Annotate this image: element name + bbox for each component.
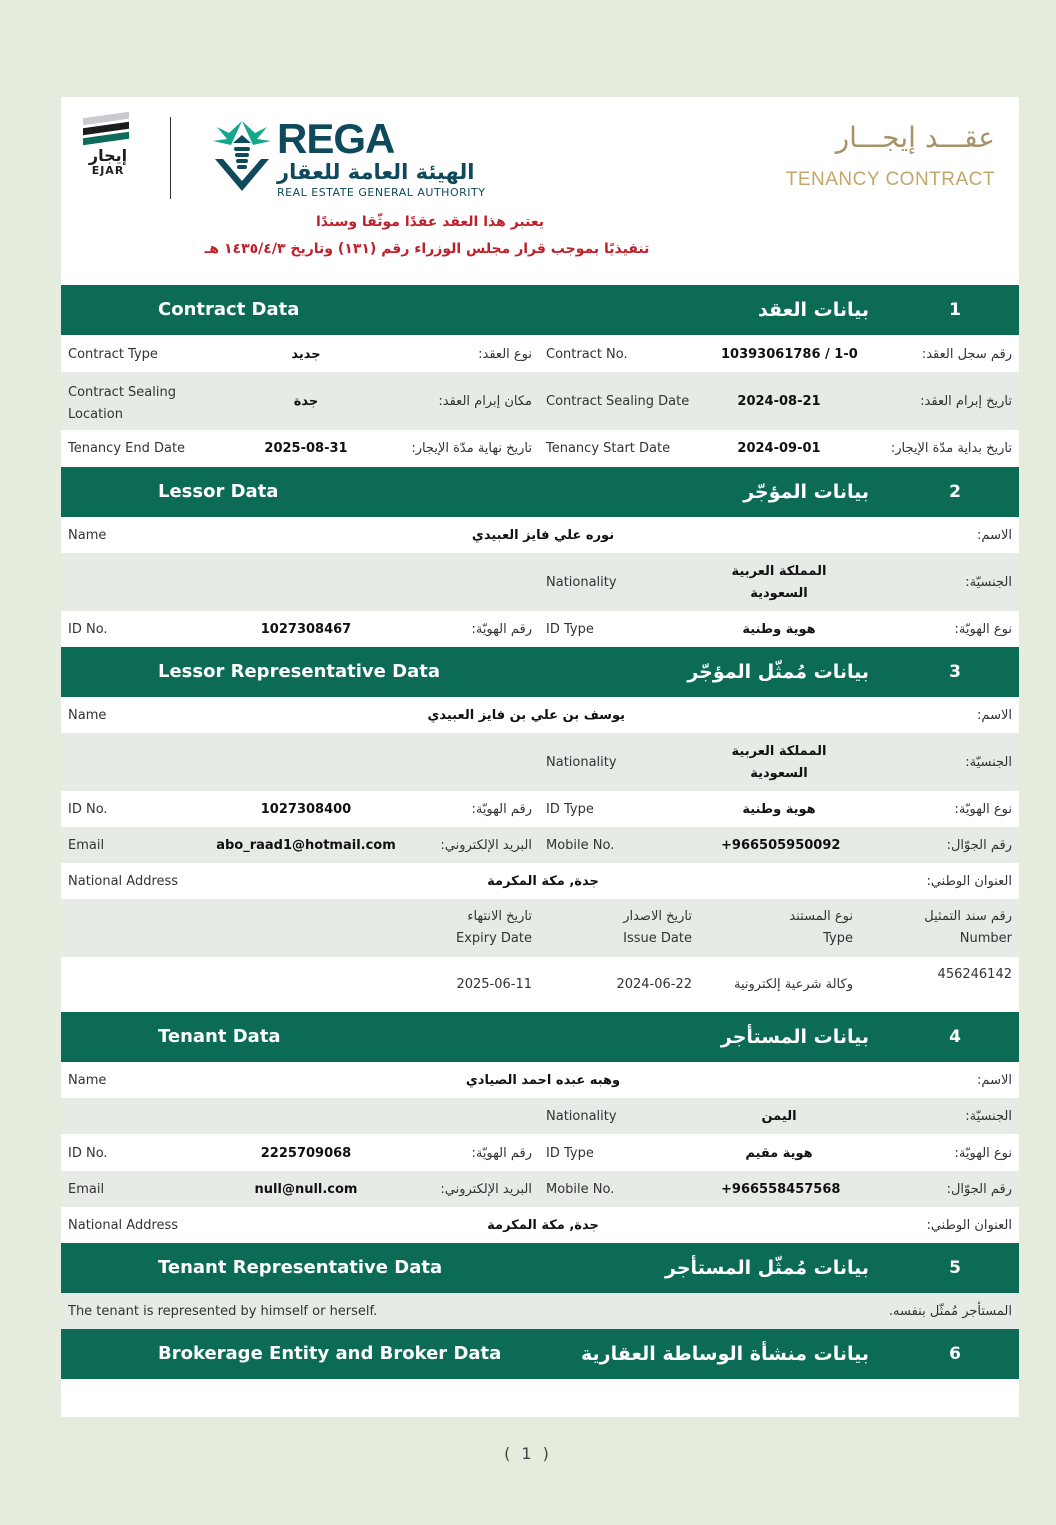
row-tenant-contact — [61, 1171, 1019, 1207]
row-contract-type — [61, 335, 1019, 372]
row-tenant-name — [61, 1062, 1019, 1098]
tenant-id-label-en: ID No. — [68, 1146, 108, 1161]
sealing-date-value: 2024-08-21 — [737, 394, 821, 409]
sealing-location-label-en: Contract Sealing Location — [68, 385, 176, 422]
doc-type-header-ar: نوع المستند — [789, 909, 853, 924]
row-rep-nationality — [61, 733, 1019, 791]
doc-issue-header-en: Issue Date — [623, 931, 692, 946]
start-date-label-ar: تاريخ بداية مدّة الإيجار: — [890, 441, 1012, 456]
tenant-idtype-value: هوية مقيم — [745, 1146, 813, 1161]
tenant-nationality-value: اليمن — [761, 1109, 797, 1124]
row-lessor-nationality — [61, 553, 1019, 611]
contract-no-label-ar: رقم سجل العقد: — [921, 347, 1012, 362]
tenant-name-value: وهبه عبده احمد الصيادي — [465, 1073, 621, 1088]
lessor-name-label-ar: الاسم: — [977, 528, 1012, 543]
rep-address-label-ar: العنوان الوطني: — [926, 874, 1012, 889]
rep-email-label-en: Email — [68, 838, 105, 853]
rep-name-label-en: Name — [68, 708, 107, 723]
tenant-email-label-en: Email — [68, 1182, 105, 1197]
title-english: TENANCY CONTRACT — [785, 169, 995, 190]
rep-mobile-value: +966505950092 — [721, 838, 841, 853]
section-number: 1 — [949, 300, 961, 320]
decree-notice — [61, 209, 1019, 263]
logo-divider — [170, 117, 171, 199]
row-rep-id — [61, 791, 1019, 827]
lessor-name-value: نوره علي فايز العبيدي — [471, 528, 615, 543]
end-date-label-ar: تاريخ نهاية مدّة الإيجار: — [411, 441, 532, 456]
tenant-id-label-ar: رقم الهويّة: — [471, 1146, 532, 1161]
page-number: ( 1 ) — [504, 1444, 552, 1463]
doc-expiry-value: 2025-06-11 — [456, 977, 532, 992]
tenant-mobile-value: +966558457568 — [721, 1182, 841, 1197]
section-title-en: Contract Data — [158, 299, 300, 320]
tenant-address-label-en: National Address — [68, 1218, 179, 1233]
rep-idtype-label-en: ID Type — [546, 802, 594, 817]
rep-email-label-ar: البريد الإلكتروني: — [440, 838, 532, 853]
lessor-id-label-ar: رقم الهويّة: — [471, 622, 532, 637]
doc-expiry-header-en: Expiry Date — [455, 931, 532, 946]
section-number: 3 — [949, 662, 961, 682]
title-arabic: عقـــد إيجـــار — [835, 121, 995, 154]
sealing-date-label-en: Contract Sealing Date — [546, 394, 690, 409]
document-header — [61, 97, 1019, 285]
section-title-ar: بيانات منشأة الوساطة العقارية — [580, 1343, 869, 1365]
section-title-ar: بيانات العقد — [757, 299, 869, 321]
contract-type-label-ar: نوع العقد: — [478, 347, 532, 362]
section-contract-data — [61, 285, 1019, 335]
section-title-en: Lessor Representative Data — [158, 661, 440, 682]
tenant-nationality-label-ar: الجنسيّة: — [965, 1109, 1012, 1124]
row-tenant-nationality — [61, 1098, 1019, 1134]
lessor-name-label-en: Name — [68, 528, 107, 543]
tenant-mobile-label-en: Mobile No. — [546, 1182, 615, 1197]
section-number: 6 — [949, 1344, 961, 1364]
section-brokerage-data — [61, 1329, 1019, 1379]
section-number: 2 — [949, 482, 961, 502]
section-lessor-data — [61, 467, 1019, 517]
row-rep-doc-values — [61, 957, 1019, 1012]
tenant-email-label-ar: البريد الإلكتروني: — [440, 1182, 532, 1197]
doc-type-value: وكالة شرعية إلكترونية — [734, 977, 853, 992]
doc-expiry-header-ar: تاريخ الانتهاء — [467, 909, 532, 924]
section-title-ar: بيانات مُمثّل المستأجر — [665, 1257, 869, 1279]
tenant-address-value: جدة, مكة المكرمة — [487, 1218, 599, 1233]
lessor-idtype-label-ar: نوع الهويّة: — [954, 622, 1012, 637]
doc-number-header-en: Number — [959, 931, 1012, 946]
doc-number-value: 456246142 — [937, 967, 1012, 982]
rega-arabic-name: الهيئة العامة للعقار — [277, 160, 475, 184]
sealing-location-value: جدة — [293, 394, 319, 409]
section-title-ar: بيانات مُمثّل المؤجّر — [687, 661, 869, 683]
row-tenancy-dates — [61, 430, 1019, 467]
section-number: 5 — [949, 1258, 961, 1278]
row-brokerage-empty — [61, 1379, 1019, 1417]
start-date-value: 2024-09-01 — [737, 441, 821, 456]
section-lessor-rep-data — [61, 647, 1019, 697]
section-title-en: Brokerage Entity and Broker Data — [158, 1343, 502, 1364]
tenant-name-label-ar: الاسم: — [977, 1073, 1012, 1088]
start-date-label-en: Tenancy Start Date — [546, 441, 671, 456]
rep-id-value: 1027308400 — [260, 802, 352, 817]
tenant-email-value[interactable]: null@null.com — [254, 1182, 358, 1197]
doc-type-header-en: Type — [823, 931, 853, 946]
tenant-nationality-label-en: Nationality — [546, 1109, 617, 1124]
rep-nationality-value: المملكة العربية السعودية — [731, 744, 827, 781]
rep-nationality-label-en: Nationality — [546, 755, 617, 770]
rep-address-label-en: National Address — [68, 874, 179, 889]
ejar-logo-english: EJAR — [91, 164, 125, 177]
lessor-nationality-label-ar: الجنسيّة: — [965, 575, 1012, 590]
contract-type-value: جديد — [291, 347, 321, 362]
rep-mobile-label-en: Mobile No. — [546, 838, 615, 853]
doc-issue-header-ar: تاريخ الاصدار — [623, 909, 692, 924]
lessor-nationality-label-en: Nationality — [546, 575, 617, 590]
rega-wordmark: REGA — [277, 115, 395, 162]
rep-idtype-value: هوية وطنية — [742, 802, 816, 817]
end-date-value: 2025-08-31 — [264, 441, 348, 456]
contract-type-label-en: Contract Type — [68, 347, 158, 362]
row-rep-doc-headers — [61, 899, 1019, 957]
contract-page — [61, 97, 1019, 1417]
rega-palm-icon — [209, 117, 275, 195]
tenant-name-label-en: Name — [68, 1073, 107, 1088]
section-tenant-rep-data — [61, 1243, 1019, 1293]
tenant-rep-note-ar: المستأجر مُمثّل بنفسه. — [888, 1304, 1012, 1319]
tenant-idtype-label-en: ID Type — [546, 1146, 594, 1161]
tenant-id-value: 2225709068 — [260, 1146, 352, 1161]
section-title-en: Tenant Data — [158, 1026, 281, 1047]
section-title-en: Tenant Representative Data — [158, 1257, 443, 1278]
section-title-ar: بيانات المؤجّر — [743, 481, 869, 503]
lessor-id-value: 1027308467 — [260, 622, 352, 637]
sealing-date-label-ar: تاريخ إبرام العقد: — [920, 394, 1012, 409]
tenant-address-label-ar: العنوان الوطني: — [926, 1218, 1012, 1233]
rep-idtype-label-ar: نوع الهويّة: — [954, 802, 1012, 817]
rep-email-value[interactable]: abo_raad1@hotmail.com — [216, 838, 396, 853]
rep-id-label-ar: رقم الهويّة: — [471, 802, 532, 817]
lessor-id-label-en: ID No. — [68, 622, 108, 637]
lessor-idtype-label-en: ID Type — [546, 622, 594, 637]
row-lessor-id — [61, 611, 1019, 647]
rep-id-label-en: ID No. — [68, 802, 108, 817]
row-rep-name — [61, 697, 1019, 733]
sealing-location-label-ar: مكان إبرام العقد: — [438, 394, 532, 409]
ejar-logo — [81, 115, 135, 177]
lessor-nationality-value: المملكة العربية السعودية — [731, 564, 827, 601]
ejar-logo-arabic: إيجار — [88, 146, 128, 165]
row-lessor-name — [61, 517, 1019, 553]
tenant-idtype-label-ar: نوع الهويّة: — [954, 1146, 1012, 1161]
row-tenant-rep-note — [61, 1293, 1019, 1329]
lessor-idtype-value: هوية وطنية — [742, 622, 816, 637]
tenant-mobile-label-ar: رقم الجوّال: — [946, 1182, 1012, 1197]
doc-issue-value: 2024-06-22 — [616, 977, 692, 992]
doc-number-header-ar: رقم سند التمثيل — [924, 909, 1012, 924]
rep-mobile-label-ar: رقم الجوّال: — [946, 838, 1012, 853]
row-tenant-address — [61, 1207, 1019, 1243]
section-tenant-data — [61, 1012, 1019, 1062]
end-date-label-en: Tenancy End Date — [68, 441, 186, 456]
contract-no-label-en: Contract No. — [546, 347, 628, 362]
decree-line-1: يعتبر هذا العقد عقدًا موثّقا وسندًا — [315, 214, 544, 230]
rega-english-name: REAL ESTATE GENERAL AUTHORITY — [277, 186, 486, 199]
section-title-en: Lessor Data — [158, 481, 279, 502]
decree-line-2: تنفيذيًا بموجب قرار مجلس الوزراء رقم (١٣١) وتاريخ ١٤٣٥/٤/٣ هـ — [204, 241, 650, 257]
row-rep-contact — [61, 827, 1019, 863]
row-contract-sealing — [61, 372, 1019, 430]
contract-no-value: 10393061786 / 1-0 — [721, 347, 858, 362]
rep-name-label-ar: الاسم: — [977, 708, 1012, 723]
rep-nationality-label-ar: الجنسيّة: — [965, 755, 1012, 770]
rep-name-value: يوسف بن علي بن فايز العبيدي — [427, 708, 625, 723]
row-tenant-id — [61, 1134, 1019, 1171]
tenant-rep-note-en: The tenant is represented by himself or herself. — [68, 1304, 378, 1319]
rep-address-value: جدة, مكة المكرمة — [487, 874, 599, 889]
row-rep-address — [61, 863, 1019, 899]
section-title-ar: بيانات المستأجر — [720, 1026, 869, 1048]
section-number: 4 — [949, 1027, 961, 1047]
